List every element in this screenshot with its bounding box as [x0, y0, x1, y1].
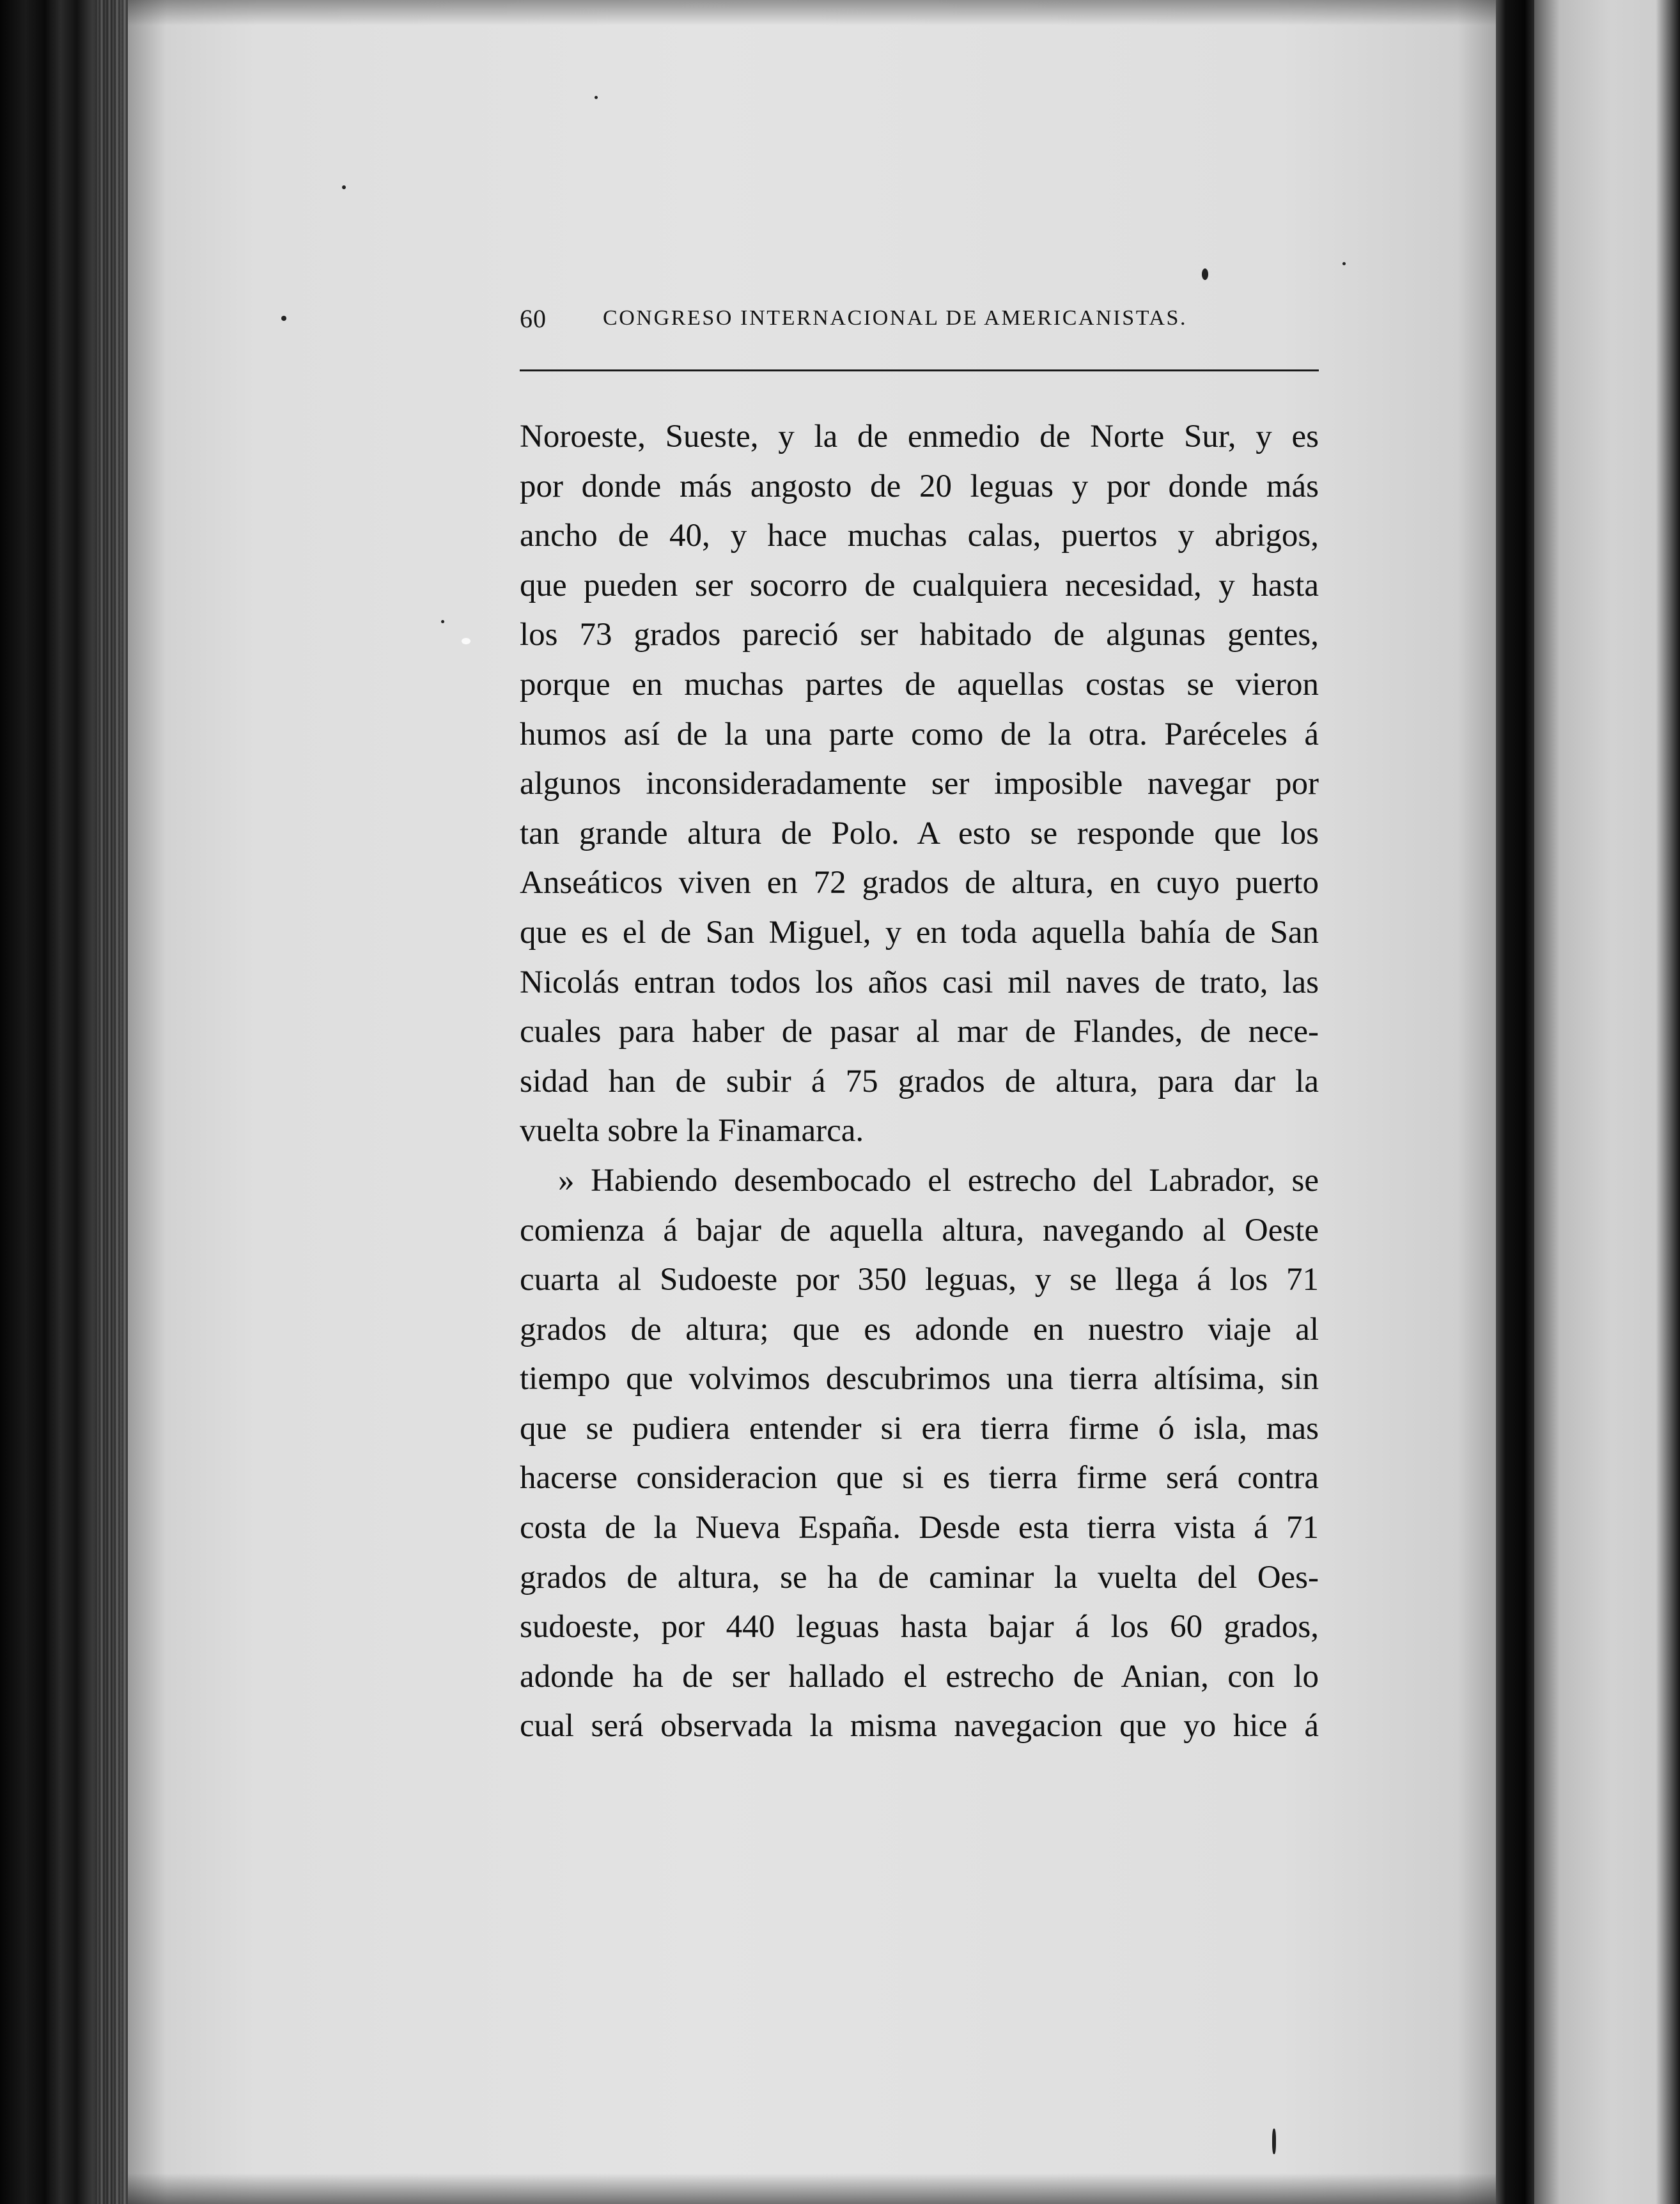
text-line: costa de la Nueva España. Desde esta tierra vista á 71 — [520, 1510, 1319, 1546]
text-line: que se pudiera entender si era tierra firme ó isla, mas — [520, 1410, 1319, 1447]
running-head — [520, 304, 1319, 342]
text-line: ancho de 40, y hace muchas calas, puertos y abrigos, — [520, 518, 1319, 554]
text-line: algunos inconsideradamente ser imposible navegar por — [520, 766, 1319, 802]
header-rule — [520, 369, 1319, 371]
running-title: CONGRESO INTERNACIONAL DE AMERICANISTAS. — [603, 306, 1188, 330]
text-line: hacerse consideracion que si es tierra firme será contra — [520, 1460, 1319, 1496]
text-line: cual será observada la misma navegacion que yo hice á — [520, 1708, 1319, 1744]
scan-speck — [1272, 2129, 1276, 2154]
scan-speck — [1342, 262, 1346, 265]
text-line: Noroeste, Sueste, y la de enmedio de Norte Sur, y es — [520, 419, 1319, 454]
text-line: sidad han de subir á 75 grados de altura, para dar la — [520, 1063, 1319, 1099]
scan-speck — [342, 185, 346, 189]
scan-speck — [462, 638, 471, 644]
text-line: cuarta al Sudoeste por 350 leguas, y se llega á los 71 — [520, 1262, 1319, 1298]
scan-speck — [1202, 268, 1208, 280]
scan-speck — [281, 316, 286, 321]
bottom-shadow — [128, 2173, 1502, 2204]
text-line: grados de altura, se ha de caminar la vuelta del Oes- — [520, 1559, 1319, 1595]
text-line: cuales para haber de pasar al mar de Flandes, de nece- — [520, 1014, 1319, 1050]
text-line: por donde más angosto de 20 leguas y por donde más — [520, 468, 1319, 504]
top-shadow — [128, 0, 1502, 26]
page-number: 60 — [520, 304, 547, 333]
text-line: porque en muchas partes de aquellas costas se vieron — [520, 666, 1319, 702]
text-line: que pueden ser socorro de cualquiera necesidad, y hasta — [520, 567, 1319, 603]
next-page-shadow — [1656, 0, 1680, 2204]
text-line: » Habiendo desembocado el estrecho del Labrador, se — [558, 1162, 1319, 1199]
text-line: grados de altura; que es adonde en nuestro viaje al — [520, 1311, 1319, 1347]
text-line: que es el de San Miguel, y en toda aquella bahía de San — [520, 914, 1319, 951]
paragraph — [520, 1156, 1319, 1751]
text-line: humos así de la una parte como de la otra. Paréceles á — [520, 716, 1319, 752]
paragraph — [520, 412, 1319, 1156]
text-line: adonde ha de ser hallado el estrecho de Anian, con lo — [520, 1658, 1319, 1695]
scan-speck — [441, 620, 444, 623]
text-line: los 73 grados pareció ser habitado de algunas gentes, — [520, 617, 1319, 653]
text-line: tiempo que volvimos descubrimos una tierra altísima, sin — [520, 1361, 1319, 1397]
text-line: sudoeste, por 440 leguas hasta bajar á los 60 grados, — [520, 1609, 1319, 1645]
text-line: vuelta sobre la Finamarca. — [520, 1113, 864, 1149]
text-line: tan grande altura de Polo. A esto se responde que los — [520, 815, 1319, 851]
scan-speck — [595, 96, 598, 99]
text-line: Nicolás entran todos los años casi mil naves de trato, las — [520, 964, 1319, 1000]
body-text — [520, 412, 1319, 1751]
text-line: comienza á bajar de aquella altura, navegando al Oeste — [520, 1212, 1319, 1248]
page-gutter — [1496, 0, 1534, 2204]
text-line: Anseáticos viven en 72 grados de altura, en cuyo puerto — [520, 865, 1319, 901]
